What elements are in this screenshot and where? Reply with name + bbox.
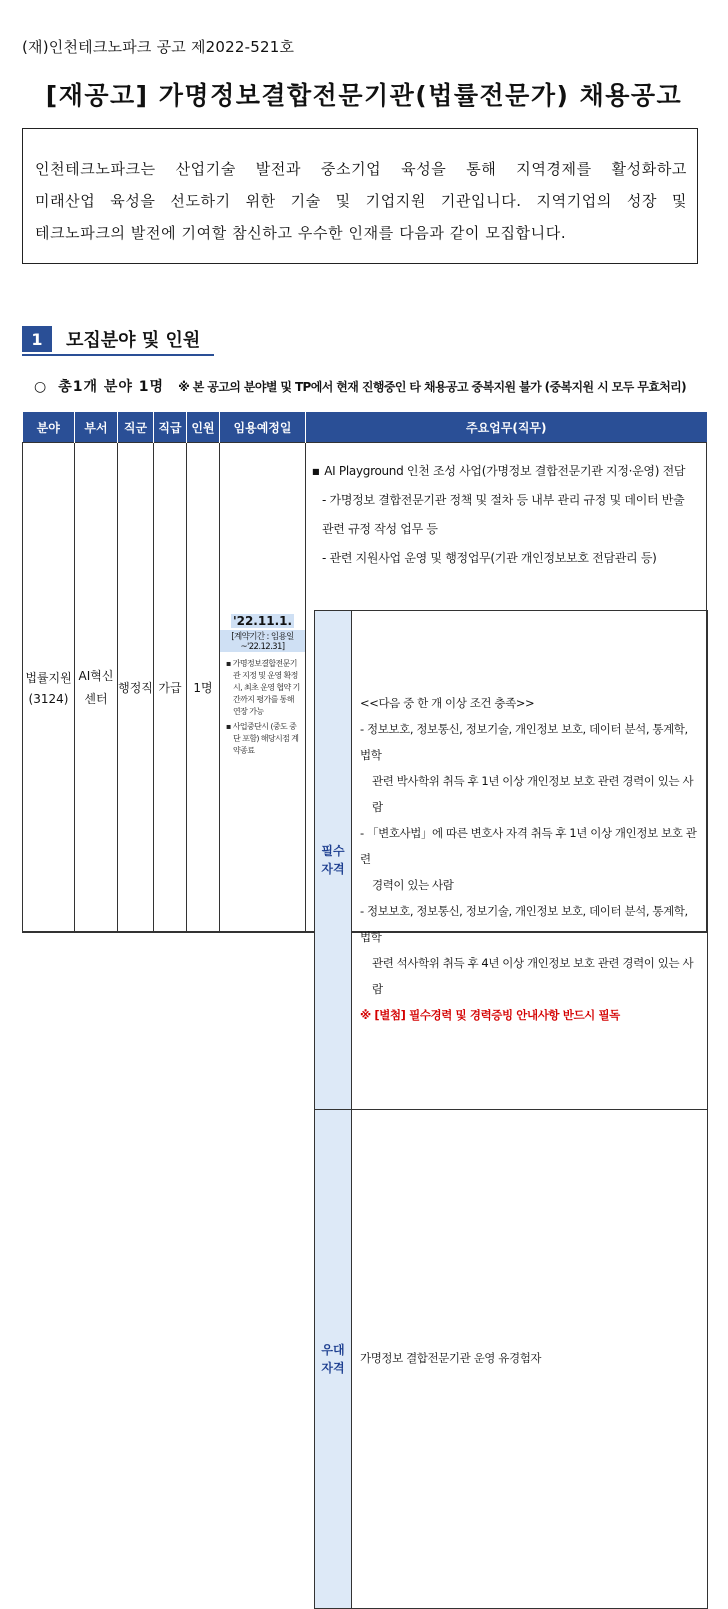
section-heading [22, 326, 200, 352]
duty-sub1-cont: 관련 규정 작성 업무 등 [322, 522, 438, 536]
circle-bullet-icon: ○ [34, 379, 47, 395]
header-dept: 부서 [75, 412, 118, 443]
preferred-label: 우대 자격 [315, 1110, 352, 1609]
dept-line1: AI혁신 [78, 669, 114, 683]
cell-duties [306, 443, 707, 1375]
req-2: - 「변호사법」에 따른 변호사 자격 취득 후 1년 이상 개인정보 보호 관련 [360, 826, 697, 866]
cell-start-date [220, 443, 306, 933]
header-start-date: 임용예정일 [220, 412, 306, 443]
duty-sub1: - 가명정보 결합전문기관 정책 및 절차 등 내부 관리 규정 및 데이터 반출 [322, 493, 685, 507]
header-headcount: 인원 [187, 412, 220, 443]
intro-line: 테크노파크의 발전에 기여할 참신하고 우수한 인재를 다음과 같이 모집합니다. [35, 224, 567, 242]
preferred-row [315, 1110, 708, 1609]
notice-number: (재)인천테크노파크 공고 제2022-521호 [22, 38, 295, 56]
cell-grade: 가급 [154, 443, 187, 933]
positions-table [22, 412, 707, 1375]
section-number: 1 [22, 326, 52, 352]
req-1-cont: 관련 박사학위 취득 후 1년 이상 개인정보 보호 관련 경력이 있는 사람 [372, 774, 694, 814]
intro-line: 미래산업 육성을 선도하기 위한 기술 및 기업지원 기관입니다. 지역기업의 성장 및 [35, 192, 687, 210]
req-1: - 정보보호, 정보통신, 정보기술, 개인정보 보호, 데이터 분석, 통계학, 법학 [360, 722, 688, 762]
duties-block [306, 443, 706, 573]
recruit-summary [34, 376, 686, 396]
field-name: 법률지원 [25, 670, 72, 685]
duty-main [312, 457, 698, 486]
qualifications-table [314, 610, 708, 1609]
required-intro: <<다음 중 한 개 이상 조건 충족>> [360, 696, 535, 710]
page-title: [재공고] 가명정보결합전문기관(법률전문가) 채용공고 [45, 81, 683, 110]
req-2-cont: 경력이 있는 사람 [372, 878, 454, 892]
duplicate-application-note: ※ 본 공고의 분야별 및 TP에서 현재 진행중인 타 채용공고 중복지원 불가 (중복지원 시 모두 무효처리) [178, 380, 687, 394]
req-warning: ※ [별첨] 필수경력 및 경력증빙 안내사항 반드시 필독 [360, 1008, 620, 1022]
total-positions: 총1개 분야 1명 [58, 379, 165, 395]
date-notes [226, 658, 301, 757]
table-row [23, 443, 707, 933]
req-3: - 정보보호, 정보통신, 정보기술, 개인정보 보호, 데이터 분석, 통계학, 법학 [360, 904, 688, 944]
date-note: ▪ 가명정보결합전문기관 지정 및 운영 확정시, 최초 운영 협약 기간까지 평가를 통해 연장 가능 [226, 659, 300, 716]
duty-sub2: - 관련 지원사업 운영 및 행정업무(기관 개인정보보호 전담관리 등) [322, 551, 657, 565]
header-grade: 직급 [154, 412, 187, 443]
section-underline [22, 354, 214, 356]
contract-period: [계약기간 : 임용일 ~'22.12.31] [220, 630, 305, 652]
header-job-group: 직군 [118, 412, 154, 443]
preferred-content: 가명정보 결합전문기관 운영 유경험자 [352, 1110, 708, 1609]
intro-box [22, 128, 698, 264]
cell-headcount: 1명 [187, 443, 220, 933]
required-row [315, 611, 708, 1110]
cell-job-group: 행정직 [118, 443, 154, 933]
dept-line2: 센터 [84, 692, 108, 706]
header-duties: 주요업무(직무) [306, 412, 707, 443]
square-bullet-icon: ■ [312, 467, 320, 476]
header-field: 분야 [23, 412, 75, 443]
duty-main-text: AI Playground 인천 조성 사업(가명정보 결합전문기관 지정·운영) 전담 [324, 464, 686, 478]
field-code: (3124) [28, 691, 69, 706]
required-label: 필수 자격 [315, 611, 352, 1110]
req-3-cont: 관련 석사학위 취득 후 4년 이상 개인정보 보호 관련 경력이 있는 사람 [372, 956, 694, 996]
cell-field [23, 443, 75, 933]
start-date: '22.11.1. [232, 614, 293, 628]
section-title: 모집분야 및 인원 [66, 330, 201, 351]
cell-dept [75, 443, 118, 933]
required-content [352, 611, 708, 1110]
intro-line: 인천테크노파크는 산업기술 발전과 중소기업 육성을 통해 지역경제를 활성화하고 [35, 160, 687, 178]
date-note: ▪ 사업중단시 (중도 중단 포함) 해당시점 계약종료 [226, 722, 299, 755]
table-header-row [23, 412, 707, 443]
